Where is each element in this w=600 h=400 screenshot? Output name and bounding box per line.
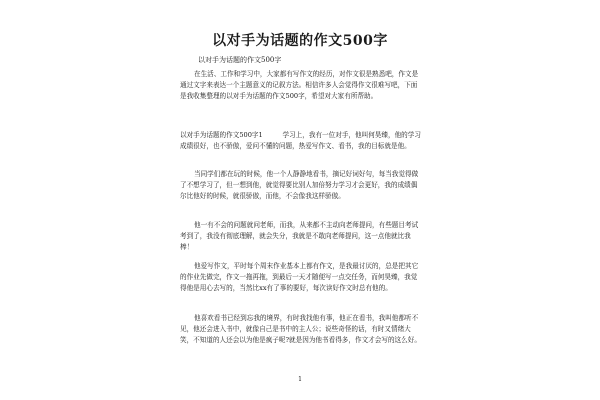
- intro-paragraph: 在生活、工作和学习中，大家都有写作文的经历，对作文很是熟悉吧，作文是通过文字来表达一个主题意义的记叙方法。相信许多人会觉得作文很难写吧，下面是我收集整理的以对手为话题的作文500字，希望对大家有所帮助。: [180, 70, 419, 101]
- body-paragraph: 以对手为话题的作文500字1 学习上，我有一位对手，他叫何昊臻，他的学习成绩很好，也不骄傲，爱问不懂的问题，热爱写作文、看书，我的目标就是他。: [180, 131, 421, 151]
- body-paragraph: 他爱写作文，平时每个周末作业基本上都有作文，是我最讨厌的，总是把其它的作业先做完，作文一拖再拖，到最后一天才随便写一点交任务，而何昊臻，我觉得他是用心去写的，当然比xx有了事的要好，每次读好作文时总有他的。: [180, 262, 419, 293]
- document-subtitle: 以对手为话题的作文500字: [198, 56, 282, 64]
- body-paragraph: 他喜欢看书已经到忘我的境界，有时我找他有事，他正在看书，我叫他都听不见，他还会进入书中，就像自己是书中的主人公；说些奇怪的话，有时又情绪大笑，不知道的人还会以为他是疯子呢?就是因为他书看得多，作文才会写的这么好。: [180, 314, 421, 345]
- body-paragraph: 他一有不会的问题就问老师，而我，从来都不主动向老师提问，有些题目考试考到了，我没有彻底理解，就会失分，我就是不敢向老师提问，这一点他就比我棒！: [180, 221, 419, 252]
- document-title: 以对手为话题的作文500字: [212, 33, 388, 49]
- body-paragraph: 当同学们都在玩的时候，他一个人静静地看书，摘记好词好句，每当我觉得做了不想学习了，但一想到他，就觉得要比别人加倍努力学习才会更好，我的成绩偶尔比他好的时候，就很骄傲，而他，不会像我这样骄傲。: [180, 170, 419, 201]
- page-number: 1: [298, 376, 302, 383]
